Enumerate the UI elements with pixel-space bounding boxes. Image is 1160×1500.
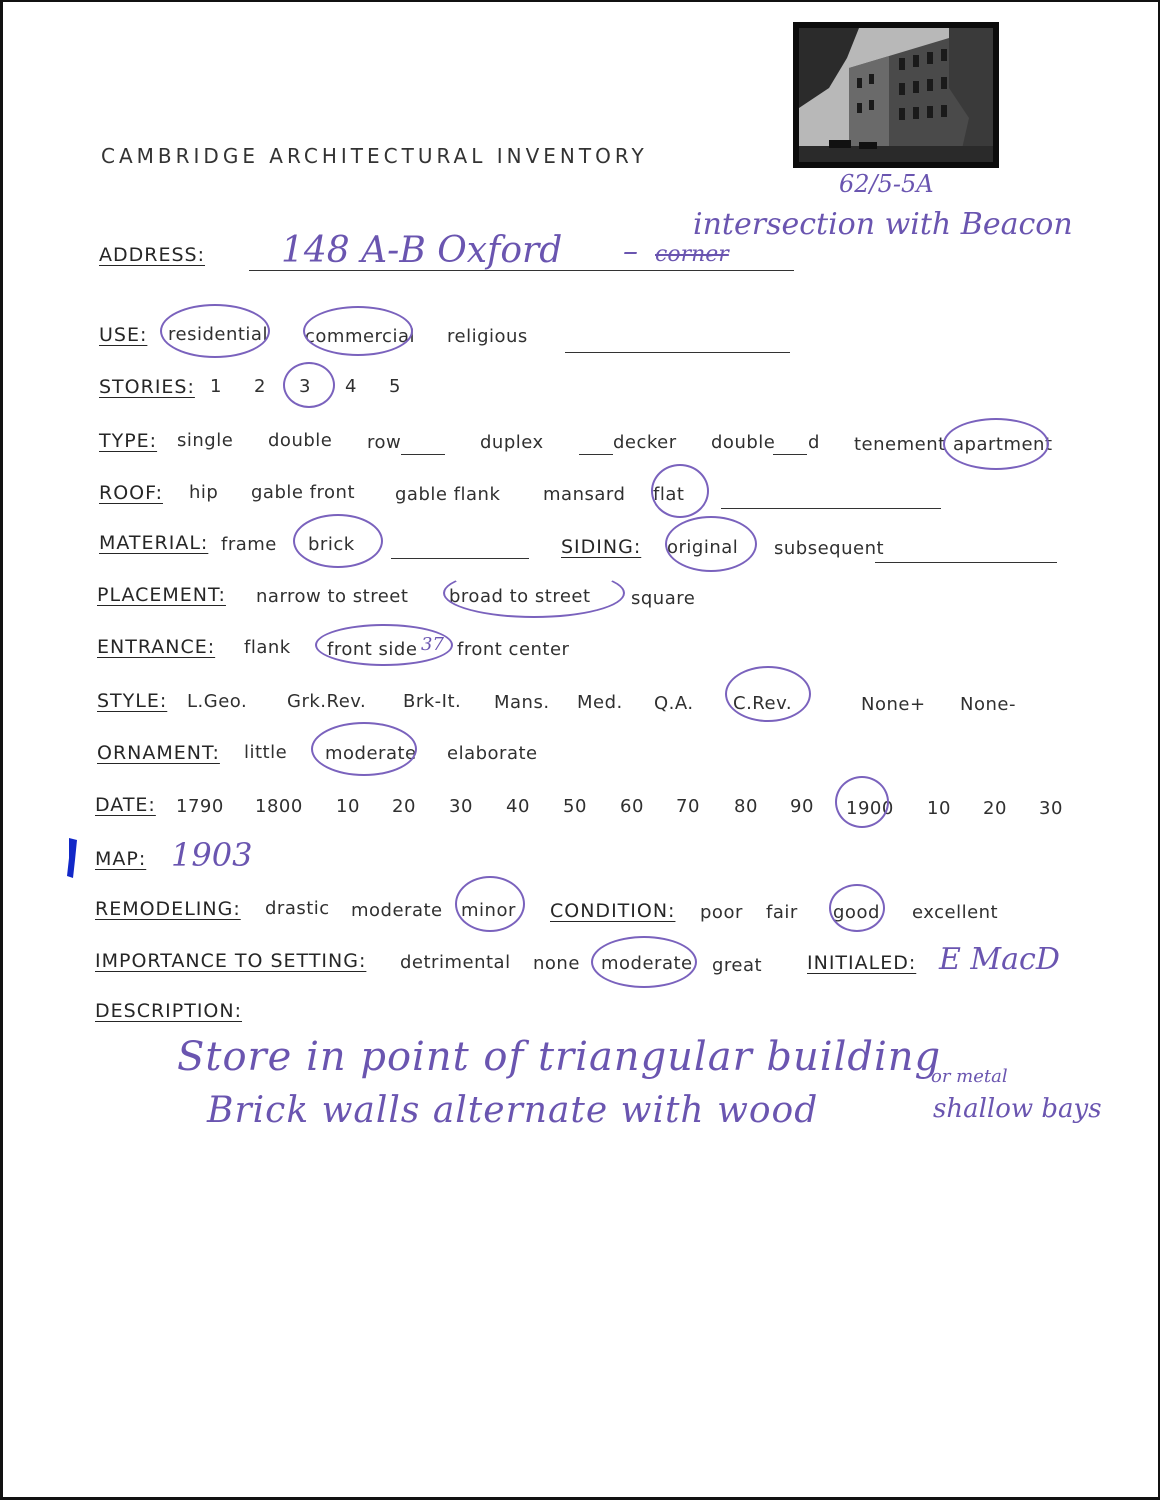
remodeling-label: REMODELING:	[95, 898, 241, 920]
siding-original-circle	[665, 516, 757, 572]
material-label: MATERIAL:	[99, 532, 209, 554]
type-decker-line	[579, 454, 613, 455]
roof-hip[interactable]: hip	[189, 482, 219, 503]
style-med[interactable]: Med.	[577, 692, 623, 713]
ornament-elaborate[interactable]: elaborate	[447, 743, 538, 764]
entrance-label: ENTRANCE:	[97, 636, 216, 658]
ornament-label: ORNAMENT:	[97, 742, 220, 764]
address-label: ADDRESS:	[99, 244, 205, 266]
description-label: DESCRIPTION:	[95, 1000, 243, 1022]
condition-fair[interactable]: fair	[766, 902, 798, 923]
placement-label: PLACEMENT:	[97, 584, 226, 606]
date-1930[interactable]: 30	[1039, 798, 1063, 819]
condition-label: CONDITION:	[550, 900, 676, 922]
entrance-front-center[interactable]: front center	[457, 639, 570, 660]
date-80[interactable]: 80	[734, 796, 758, 817]
address-note: intersection with Beacon	[693, 207, 1073, 242]
material-brick-circle	[293, 514, 383, 568]
importance-moderate-circle	[591, 936, 697, 988]
siding-original[interactable]: original	[667, 537, 739, 558]
type-duplex[interactable]: duplex	[480, 432, 544, 453]
type-row-line	[401, 454, 445, 455]
date-30[interactable]: 30	[449, 796, 473, 817]
material-other-line	[391, 558, 529, 559]
date-60[interactable]: 60	[620, 796, 644, 817]
material-frame[interactable]: frame	[221, 534, 277, 555]
siding-label: SIDING:	[561, 536, 642, 558]
ornament-moderate-circle	[311, 722, 417, 776]
description-line2[interactable]: Brick walls alternate with wood	[207, 1090, 819, 1131]
stories-5[interactable]: 5	[389, 376, 401, 397]
remodeling-minor[interactable]: minor	[461, 900, 516, 921]
description-insert: or metal	[931, 1066, 1008, 1087]
style-label: STYLE:	[97, 690, 168, 712]
use-commercial-circle	[303, 306, 413, 356]
siding-other-line	[875, 562, 1057, 563]
description-line2-end[interactable]: shallow bays	[933, 1094, 1102, 1124]
roof-gable-flank[interactable]: gable flank	[395, 484, 501, 505]
remodeling-minor-circle	[455, 876, 525, 932]
type-label: TYPE:	[99, 430, 158, 452]
date-1910[interactable]: 10	[927, 798, 951, 819]
stories-4[interactable]: 4	[345, 376, 357, 397]
map-label: MAP:	[95, 848, 147, 870]
initialed-value[interactable]: E MacD	[939, 942, 1060, 977]
material-brick[interactable]: brick	[308, 534, 355, 555]
siding-subsequent[interactable]: subsequent	[774, 538, 885, 559]
entrance-flank[interactable]: flank	[244, 637, 291, 658]
importance-moderate[interactable]: moderate	[601, 953, 693, 974]
placement-broad-circle	[443, 568, 625, 618]
type-single[interactable]: single	[177, 430, 234, 451]
style-crev-circle	[725, 666, 811, 722]
roof-flat-circle	[651, 464, 709, 518]
style-crev[interactable]: C.Rev.	[733, 693, 793, 714]
condition-poor[interactable]: poor	[700, 902, 743, 923]
condition-good[interactable]: good	[833, 902, 880, 923]
date-10[interactable]: 10	[336, 796, 360, 817]
date-1900-circle	[835, 776, 889, 828]
roof-mansard[interactable]: mansard	[543, 484, 626, 505]
importance-great[interactable]: great	[712, 955, 763, 976]
type-d[interactable]: d	[808, 432, 820, 453]
use-label: USE:	[99, 324, 148, 346]
use-residential-circle	[160, 304, 270, 358]
address-value[interactable]: 148 A-B Oxford	[281, 230, 563, 271]
style-lgeo[interactable]: L.Geo.	[187, 691, 248, 712]
building-photo	[793, 22, 999, 168]
initialed-label: INITIALED:	[807, 952, 917, 974]
address-dash: –	[623, 234, 638, 269]
date-1920[interactable]: 20	[983, 798, 1007, 819]
style-brkit[interactable]: Brk-It.	[403, 691, 462, 712]
date-1800[interactable]: 1800	[255, 796, 303, 817]
photo-id: 62/5-5A	[839, 170, 934, 198]
type-apartment[interactable]: apartment	[953, 434, 1053, 455]
type-double-d-line	[773, 454, 807, 455]
style-mans[interactable]: Mans.	[494, 692, 550, 713]
stories-3-circle	[283, 362, 335, 408]
date-50[interactable]: 50	[563, 796, 587, 817]
stories-2[interactable]: 2	[254, 376, 266, 397]
date-20[interactable]: 20	[392, 796, 416, 817]
type-double[interactable]: double	[268, 430, 333, 451]
date-1790[interactable]: 1790	[176, 796, 224, 817]
map-marker-icon	[61, 836, 83, 880]
form-title: CAMBRIDGE ARCHITECTURAL INVENTORY	[101, 144, 648, 168]
use-commercial[interactable]: commercial	[305, 326, 415, 347]
type-tenement[interactable]: tenement	[854, 434, 946, 455]
entrance-front-side-circle	[315, 624, 453, 666]
map-value[interactable]: 1903	[171, 836, 253, 874]
style-grkrev[interactable]: Grk.Rev.	[287, 691, 367, 712]
style-none-plus[interactable]: None+	[861, 694, 926, 715]
date-40[interactable]: 40	[506, 796, 530, 817]
remodeling-drastic[interactable]: drastic	[265, 898, 330, 919]
placement-broad[interactable]: broad to street	[449, 586, 591, 607]
importance-detrimental[interactable]: detrimental	[400, 952, 511, 973]
style-none-minus[interactable]: None-	[960, 694, 1016, 715]
roof-flat[interactable]: flat	[653, 484, 685, 505]
ornament-moderate[interactable]: moderate	[325, 743, 417, 764]
importance-none[interactable]: none	[533, 953, 580, 974]
type-decker[interactable]: decker	[613, 432, 677, 453]
stories-label: STORIES:	[99, 376, 195, 398]
date-1900[interactable]: 1900	[846, 798, 894, 819]
type-double-d[interactable]: double	[711, 432, 776, 453]
building-photo-image	[799, 28, 993, 162]
use-other-line	[565, 352, 790, 353]
type-row[interactable]: row	[367, 432, 402, 453]
description-line1[interactable]: Store in point of triangular building	[177, 1034, 942, 1080]
date-label: DATE:	[95, 794, 156, 816]
entrance-front-side[interactable]: front side	[327, 639, 418, 660]
date-90[interactable]: 90	[790, 796, 814, 817]
stories-3[interactable]: 3	[299, 376, 311, 397]
placement-square[interactable]: square	[631, 588, 696, 609]
condition-excellent[interactable]: excellent	[912, 902, 999, 923]
condition-good-circle	[829, 884, 885, 932]
type-apartment-circle	[943, 418, 1049, 470]
importance-label: IMPORTANCE TO SETTING:	[95, 950, 367, 972]
address-struck: corner	[655, 242, 729, 267]
ornament-little[interactable]: little	[244, 742, 288, 763]
remodeling-moderate[interactable]: moderate	[351, 900, 443, 921]
stories-1[interactable]: 1	[210, 376, 222, 397]
roof-gable-front[interactable]: gable front	[251, 482, 355, 503]
use-religious[interactable]: religious	[447, 326, 528, 347]
roof-other-line	[721, 508, 941, 509]
entrance-annotation: 37	[421, 634, 444, 655]
style-qa[interactable]: Q.A.	[654, 693, 694, 714]
date-70[interactable]: 70	[676, 796, 700, 817]
placement-narrow[interactable]: narrow to street	[256, 586, 409, 607]
roof-label: ROOF:	[99, 482, 163, 504]
use-residential[interactable]: residential	[168, 324, 268, 345]
